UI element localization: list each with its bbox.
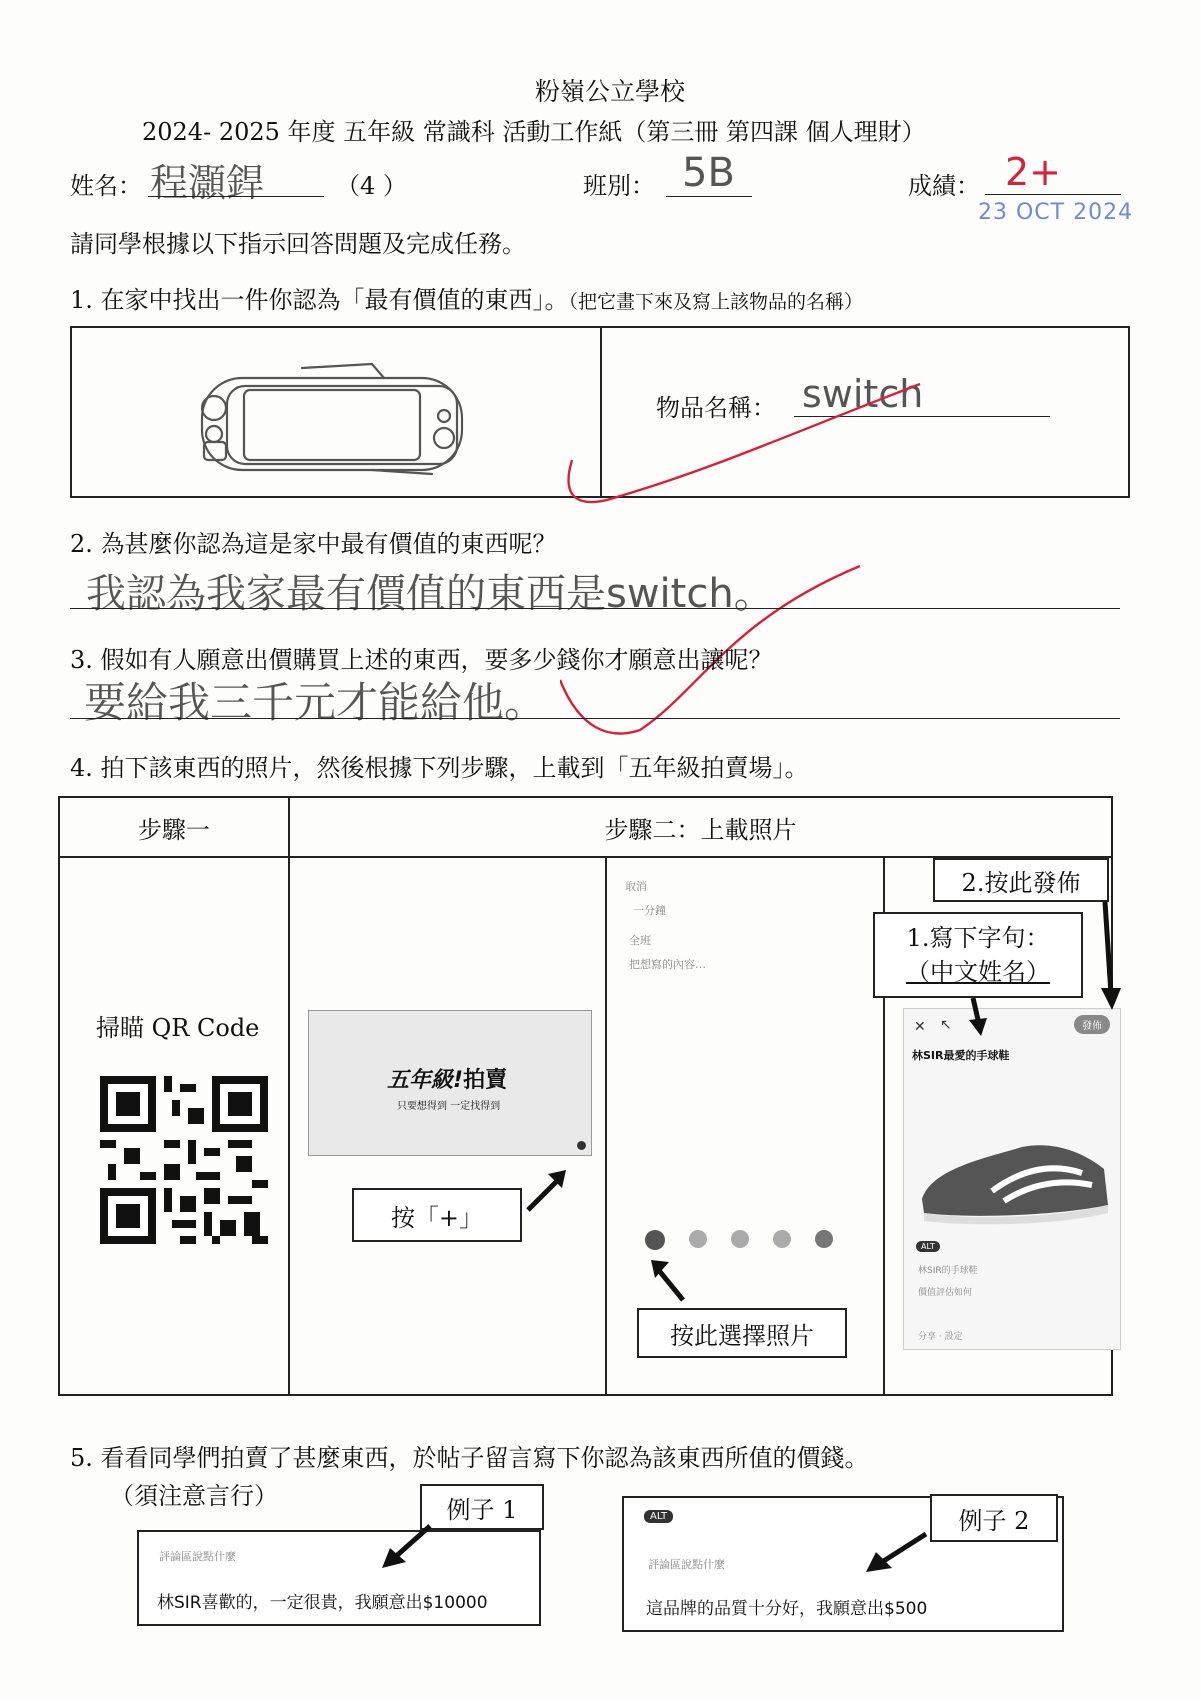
choose-photo-icon[interactable] [645, 1230, 665, 1250]
alt-badge[interactable]: ALT [916, 1241, 940, 1252]
step2-header: 步驟二：上載照片 [289, 797, 1112, 857]
gif-icon[interactable] [731, 1230, 749, 1248]
q1-drawing-cell [71, 327, 601, 497]
expand-icon[interactable]: ↖ [940, 1017, 952, 1033]
arrow-to-photo-icon [647, 1256, 697, 1306]
more-icon[interactable] [815, 1230, 833, 1248]
camera-icon[interactable] [689, 1230, 707, 1248]
qr-code-icon [100, 1076, 268, 1244]
post-title: 林SIR最愛的手球鞋 [912, 1049, 1010, 1062]
example1-label: 例子 1 [420, 1484, 544, 1530]
app-home-screenshot [308, 1010, 592, 1156]
press-plus-label: 按「+」 [352, 1188, 522, 1242]
example1-comment: 林SIR喜歡的，一定很貴，我願意出$10000 [157, 1593, 488, 1613]
write-hint-line2: （中文姓名） [906, 958, 1050, 986]
example2-label: 例子 2 [930, 1494, 1058, 1542]
class-label: 班別： [583, 172, 655, 200]
blurry-text-4: 把想寫的內容… [629, 958, 706, 971]
app-title-auction: 拍賣 [463, 1068, 508, 1093]
post-preview-screenshot [903, 1008, 1121, 1350]
photo-picker-icons [645, 1230, 833, 1250]
blurry-text-2: 一分鐘 [633, 904, 666, 917]
check-mark-1 [560, 370, 980, 530]
blurry-text-5: 林SIR的手球鞋 [918, 1266, 978, 1276]
class-underline [666, 196, 752, 197]
item-name-value: switch [802, 372, 924, 416]
step1-header: 步驟一 [59, 797, 289, 857]
q4-steps-table [58, 796, 1113, 1396]
example1-comment-box [137, 1530, 541, 1626]
step1-cell [59, 857, 289, 1395]
score-label: 成績： [908, 172, 980, 200]
step2-select-cell [606, 857, 884, 1395]
arrow-to-title-icon [963, 998, 993, 1038]
q3-text: 3. 假如有人願意出價購買上述的東西，要多少錢你才願意出讓呢？ [70, 646, 773, 674]
example2-arrow-icon [862, 1528, 932, 1578]
q3-answer: 要給我三千元才能給他。 [84, 678, 547, 727]
arrow-to-plus-icon [522, 1166, 572, 1216]
close-icon[interactable]: ✕ [914, 1019, 926, 1035]
q3-answer-line [70, 718, 1120, 719]
instructions: 請同學根據以下指示回答問題及完成任務。 [70, 230, 526, 258]
example1-blurry-header: 評論區說點什麼 [159, 1550, 236, 1563]
q2-answer: 我認為我家最有價值的東西是switch。 [86, 571, 774, 617]
blurry-text-1: 取消 [625, 880, 647, 893]
switch-drawing [72, 328, 600, 498]
school-name: 粉嶺公立學校 [535, 77, 686, 106]
name-underline [148, 196, 324, 197]
publish-hint-label: 2.按此發佈 [933, 858, 1109, 902]
write-hint-line1: 1.寫下字句： [906, 924, 1050, 952]
scan-qr-label: 掃瞄 QR Code [96, 1014, 260, 1042]
example2-comment: 這品牌的品質十分好，我願意出$500 [646, 1599, 928, 1619]
app-title-exclaim: ! [453, 1068, 464, 1093]
q1-text [70, 280, 863, 315]
score-value: 2+ [1005, 150, 1062, 194]
q2-text: 2. 為甚麼你認為這是家中最有價值的東西呢？ [70, 530, 557, 558]
app-title-grade: 五年級 [387, 1068, 454, 1093]
q4-text: 4. 拍下該東西的照片，然後根據下列步驟，上載到「五年級拍賣場」。 [70, 754, 809, 782]
q5-note: （須注意言行） [110, 1482, 278, 1510]
item-name-label: 物品名稱： [656, 394, 776, 422]
app-title [387, 1063, 507, 1094]
sneaker-photo [912, 1129, 1112, 1229]
step2-home-cell [289, 857, 606, 1395]
q1-question: 1. 在家中找出一件你認為「最有價值的東西」。 [70, 286, 569, 314]
arrow-to-publish-icon [1095, 902, 1125, 1014]
write-hint-label [873, 912, 1083, 998]
class-value: 5B [682, 150, 735, 196]
blurry-text-6: 價值評估如何 [918, 1288, 973, 1298]
example1-arrow-icon [378, 1522, 438, 1572]
q1-note: （把它畫下來及寫上該物品的名稱） [568, 291, 864, 313]
score-underline [985, 194, 1121, 195]
publish-button[interactable]: 發佈 [1074, 1015, 1110, 1034]
app-slogan: 只要想得到 一定找得到 [397, 1101, 501, 1112]
blurry-text-7: 分享 · 設定 [918, 1332, 963, 1342]
date-stamp: 23 OCT 2024 [978, 200, 1134, 225]
blurry-text-3: 全班 [629, 934, 651, 947]
example2-blurry-header: 評論區說點什麼 [648, 1558, 725, 1571]
q5-text: 5. 看看同學們拍賣了甚麼東西，於帖子留言寫下你認為該東西所值的價錢。 [70, 1444, 869, 1472]
example2-alt-badge: ALT [644, 1510, 673, 1523]
step2-publish-cell [884, 857, 1112, 1395]
name-value: 程灝銲 [150, 161, 265, 205]
add-post-icon[interactable] [577, 1141, 586, 1150]
link-icon[interactable] [773, 1230, 791, 1248]
q2-answer-line [70, 608, 1120, 609]
student-number: （4 ） [336, 172, 407, 200]
choose-photo-label: 按此選擇照片 [637, 1308, 847, 1358]
name-label: 姓名： [70, 172, 142, 200]
worksheet-subtitle: 2024- 2025 年度 五年級 常識科 活動工作紙（第三冊 第四課 個人理財） [142, 118, 926, 146]
